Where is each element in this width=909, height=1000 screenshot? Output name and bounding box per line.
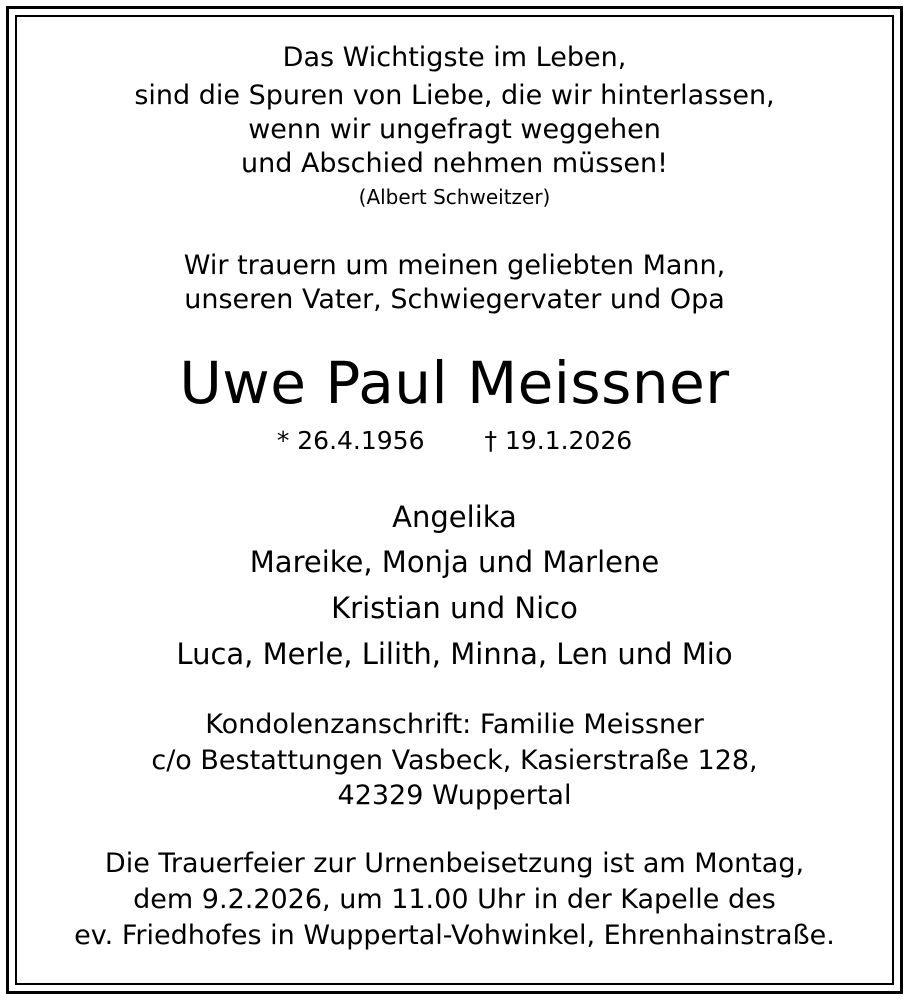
family-line: Kristian und Nico <box>331 591 578 625</box>
condolence-address-line: Kondolenzanschrift: Familie Meissner <box>205 709 704 740</box>
intro-line: Wir trauern um meinen geliebten Mann, <box>183 250 726 281</box>
quote-line: und Abschied nehmen müssen! <box>241 148 668 179</box>
quote-line: Das Wichtigste im Leben, <box>282 42 627 73</box>
service-info-line: ev. Friedhofes in Wuppertal-Vohwinkel, Ehrenhainstraße. <box>74 920 835 951</box>
deceased-name: Uwe Paul Meissner <box>179 349 730 417</box>
quote-author: (Albert Schweitzer) <box>358 185 551 209</box>
quote-line: sind die Spuren von Liebe, die wir hinterlassen, <box>134 80 775 111</box>
condolence-address-line: c/o Bestattungen Vasbeck, Kasierstraße 128, <box>151 745 758 776</box>
life-dates <box>20 428 889 453</box>
family-line: Angelika <box>392 500 517 534</box>
quote-line: wenn wir ungefragt weggehen <box>248 114 661 145</box>
condolence-address-line: 42329 Wuppertal <box>337 780 572 811</box>
service-info-line: dem 9.2.2026, um 11.00 Uhr in der Kapelle des <box>133 884 776 915</box>
family-line: Luca, Merle, Lilith, Minna, Len und Mio <box>176 637 733 671</box>
intro-line: unseren Vater, Schwiegervater und Opa <box>184 284 725 315</box>
family-line: Mareike, Monja und Marlene <box>249 545 660 579</box>
death-date: † 19.1.2026 <box>484 426 633 455</box>
birth-date: * 26.4.1956 <box>276 426 425 455</box>
service-info-line: Die Trauerfeier zur Urnenbeisetzung ist am Montag, <box>104 848 805 879</box>
